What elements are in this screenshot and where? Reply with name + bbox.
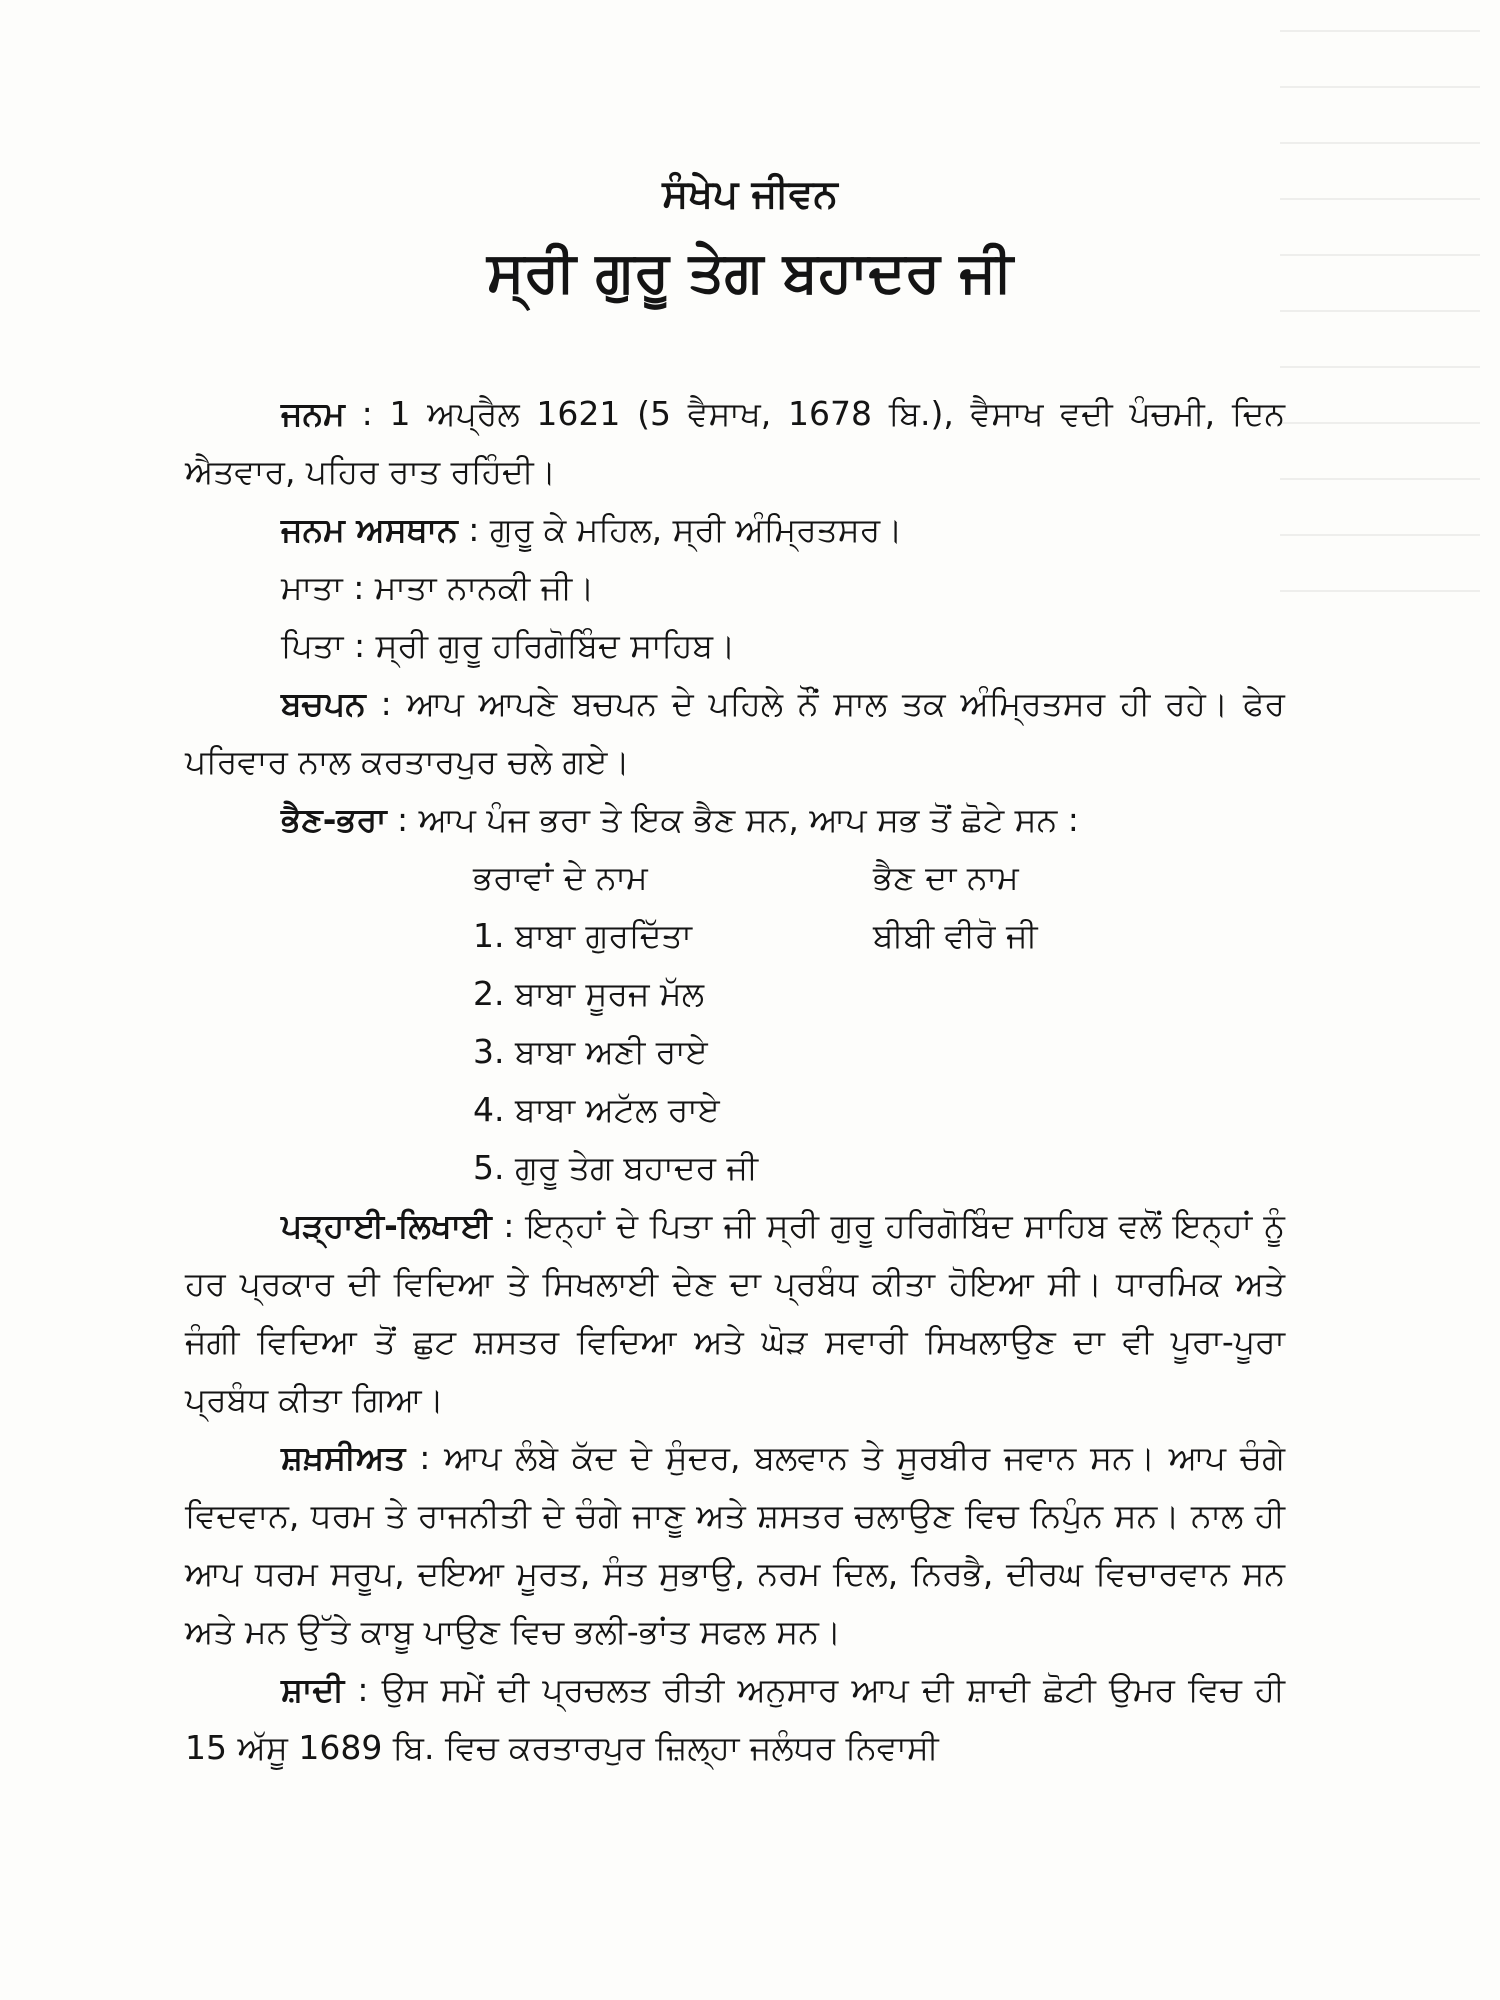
brother-name: 2. ਬਾਬਾ ਸੂਰਜ ਮੱਲ (473, 974, 705, 1013)
birth-paragraph (185, 385, 1285, 501)
empty-cell (873, 1139, 1173, 1197)
birthplace-text: ਗੁਰੂ ਕੇ ਮਹਿਲ, ਸ੍ਰੀ ਅੰਮ੍ਰਿਤਸਰ। (489, 510, 903, 549)
document-body (185, 385, 1285, 1777)
education-text: ਇਨ੍ਹਾਂ ਦੇ ਪਿਤਾ ਜੀ ਸ੍ਰੀ ਗੁਰੂ ਹਰਿਗੋਬਿੰਦ ਸਾਹਿਬ ਵਲੋਂ ਇਨ੍ਹਾਂ ਨੂੰ ਹਰ ਪ੍ਰਕਾਰ ਦੀ ਵਿਦਿਆ ਤੇ ਸਿਖਲਾਈ ਦੇਣ ਦਾ ਪ੍ਰਬੰਧ ਕੀਤਾ ਹੋਇਆ ਸੀ। ਧਾਰਮਿਕ ਅਤੇ ਜੰਗੀ ਵਿਦਿਆ ਤੋਂ ਛੁਟ ਸ਼ਸਤਰ ਵਿਦਿਆ ਅਤੇ ਘੋੜ ਸਵਾਰੀ ਸਿਖਲਾਉਣ ਦਾ ਵੀ ਪੂਰਾ-ਪੂਰਾ ਪ੍ਰਬੰਧ ਕੀਤਾ ਗਿਆ। (185, 1206, 1285, 1419)
education-paragraph (185, 1197, 1285, 1429)
brother-name: 4. ਬਾਬਾ ਅਟੱਲ ਰਾਏ (473, 1090, 720, 1129)
education-label: ਪੜ੍ਹਾਈ-ਲਿਖਾਈ (281, 1206, 492, 1245)
father-label: ਪਿਤਾ (281, 626, 344, 665)
father-paragraph (185, 617, 1285, 675)
personality-paragraph (185, 1429, 1285, 1661)
brother-name: 1. ਬਾਬਾ ਗੁਰਦਿੱਤਾ (473, 916, 692, 955)
empty-cell (873, 1081, 1173, 1139)
brother-name: 3. ਬਾਬਾ ਅਣੀ ਰਾਏ (473, 1032, 708, 1071)
birth-text: 1 ਅਪ੍ਰੈਲ 1621 (5 ਵੈਸਾਖ, 1678 ਬਿ.), ਵੈਸਾਖ ਵਦੀ ਪੰਚਮੀ, ਦਿਨ ਐਤਵਾਰ, ਪਹਿਰ ਰਾਤ ਰਹਿੰਦੀ। (185, 394, 1285, 491)
marriage-paragraph (185, 1661, 1285, 1777)
brother-name: 5. ਗੁਰੂ ਤੇਗ ਬਹਾਦਰ ਜੀ (473, 1148, 759, 1187)
separator: : (342, 568, 375, 607)
empty-cell (873, 1023, 1173, 1081)
separator: : (491, 1206, 526, 1245)
separator: : (457, 510, 490, 549)
separator: : (344, 394, 390, 433)
birthplace-paragraph (185, 501, 1285, 559)
mother-paragraph (185, 559, 1285, 617)
childhood-label: ਬਚਪਨ (281, 684, 366, 723)
separator: : (343, 626, 376, 665)
siblings-table (473, 849, 1285, 1197)
birth-label: ਜਨਮ (281, 394, 345, 433)
siblings-paragraph (185, 791, 1285, 849)
sister-name: ਬੀਬੀ ਵੀਰੋ ਜੀ (873, 916, 1038, 955)
father-text: ਸ੍ਰੀ ਗੁਰੂ ਹਰਿਗੋਬਿੰਦ ਸਾਹਿਬ। (375, 626, 736, 665)
sister-heading: ਭੈਣ ਦਾ ਨਾਮ (873, 858, 1019, 897)
personality-label: ਸ਼ਖ਼ਸੀਅਤ (281, 1438, 406, 1477)
show-through-text (1280, 30, 1480, 630)
personality-text: ਆਪ ਲੰਬੇ ਕੱਦ ਦੇ ਸੁੰਦਰ, ਬਲਵਾਨ ਤੇ ਸੂਰਬੀਰ ਜਵਾਨ ਸਨ। ਆਪ ਚੰਗੇ ਵਿਦਵਾਨ, ਧਰਮ ਤੇ ਰਾਜਨੀਤੀ ਦੇ ਚੰਗੇ ਜਾਣੂ ਅਤੇ ਸ਼ਸਤਰ ਚਲਾਉਣ ਵਿਚ ਨਿਪੁੰਨ ਸਨ। ਨਾਲ ਹੀ ਆਪ ਧਰਮ ਸਰੂਪ, ਦਇਆ ਮੂਰਤ, ਸੰਤ ਸੁਭਾਉ, ਨਰਮ ਦਿਲ, ਨਿਰਭੈ, ਦੀਰਘ ਵਿਚਾਰਵਾਨ ਸਨ ਅਤੇ ਮਨ ਉੱਤੇ ਕਾਬੂ ਪਾਉਣ ਵਿਚ ਭਲੀ-ਭਾਂਤ ਸਫਲ ਸਨ। (185, 1438, 1285, 1651)
childhood-paragraph (185, 675, 1285, 791)
page-title: ਸ੍ਰੀ ਗੁਰੂ ਤੇਗ ਬਹਾਦਰ ਜੀ (487, 240, 1013, 305)
siblings-text: ਆਪ ਪੰਜ ਭਰਾ ਤੇ ਇਕ ਭੈਣ ਸਨ, ਆਪ ਸਭ ਤੋਂ ਛੋਟੇ ਸਨ : (418, 800, 1079, 839)
mother-text: ਮਾਤਾ ਨਾਨਕੀ ਜੀ। (374, 568, 595, 607)
separator: : (386, 800, 419, 839)
brothers-heading: ਭਰਾਵਾਂ ਦੇ ਨਾਮ (473, 858, 648, 897)
mother-label: ਮਾਤਾ (281, 568, 343, 607)
marriage-text: ਉਸ ਸਮੇਂ ਦੀ ਪ੍ਰਚਲਤ ਰੀਤੀ ਅਨੁਸਾਰ ਆਪ ਦੀ ਸ਼ਾਦੀ ਛੋਟੀ ਉਮਰ ਵਿਚ ਹੀ 15 ਅੱਸੂ 1689 ਬਿ. ਵਿਚ ਕਰਤਾਰਪੁਰ ਜ਼ਿਲ੍ਹਾ ਜਲੰਧਰ ਨਿਵਾਸੀ (185, 1670, 1285, 1767)
siblings-label: ਭੈਣ-ਭਰਾ (281, 800, 387, 839)
page-subtitle: ਸੰਖੇਪ ਜੀਵਨ (662, 172, 838, 217)
separator: : (344, 1670, 382, 1709)
separator: : (365, 684, 407, 723)
childhood-text: ਆਪ ਆਪਣੇ ਬਚਪਨ ਦੇ ਪਹਿਲੇ ਨੌਂ ਸਾਲ ਤਕ ਅੰਮ੍ਰਿਤਸਰ ਹੀ ਰਹੇ। ਫੇਰ ਪਰਿਵਾਰ ਨਾਲ ਕਰਤਾਰਪੁਰ ਚਲੇ ਗਏ। (185, 684, 1285, 781)
separator: : (405, 1438, 445, 1477)
birthplace-label: ਜਨਮ ਅਸਥਾਨ (281, 510, 458, 549)
empty-cell (873, 965, 1173, 1023)
marriage-label: ਸ਼ਾਦੀ (281, 1670, 345, 1709)
